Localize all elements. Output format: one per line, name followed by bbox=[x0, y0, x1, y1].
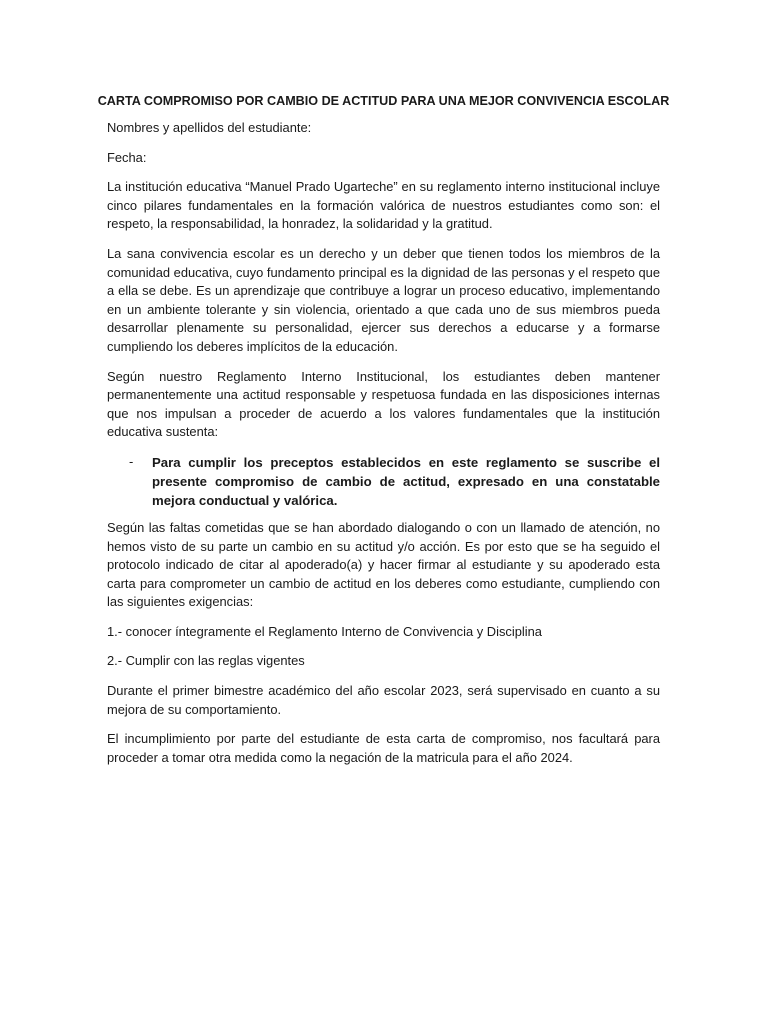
paragraph-internal-regulation: Según nuestro Reglamento Interno Institucional, los estudiantes deben mantener permanentemente una actitud responsable y respetuosa fundada en las disposiciones internas que nos impulsan a proceder de acuerdo a los valores fundamentales que la institución educativa sustenta: bbox=[107, 368, 660, 440]
paragraph-supervision: Durante el primer bimestre académico del año escolar 2023, será supervisado en cuanto a su mejora de su comportamiento. bbox=[107, 683, 660, 717]
paragraph-faults-protocol: Según las faltas cometidas que se han abordado dialogando o con un llamado de atención, no hemos visto de su parte un cambio en su actitud y/o acción. Es por esto que se ha seguido el protocolo indicado de citar al apoderado(a) y hacer firmar al estudiante y su apoderado esta carta para comprometer un cambio de actitud en los deberes como estudiante, cumpliendo con las siguientes exigencias: bbox=[107, 519, 660, 610]
bullet-commitment bbox=[107, 453, 660, 510]
requirement-item-2: 2.- Cumplir con las reglas vigentes bbox=[107, 653, 305, 669]
date-label: Fecha: bbox=[107, 149, 147, 165]
document-title: CARTA COMPROMISO POR CAMBIO DE ACTITUD PARA UNA MEJOR CONVIVENCIA ESCOLAR bbox=[97, 94, 670, 108]
requirement-item-1: 1.- conocer íntegramente el Reglamento Interno de Convivencia y Disciplina bbox=[107, 623, 542, 639]
student-name-label: Nombres y apellidos del estudiante: bbox=[107, 120, 312, 135]
paragraph-noncompliance: El incumplimiento por parte del estudiante de esta carta de compromiso, nos facultará para proceder a tomar otra medida como la negación de la matricula para el año 2024. bbox=[107, 731, 660, 765]
bullet-marker: - bbox=[129, 453, 134, 469]
bullet-commitment-text: Para cumplir los preceptos establecidos en este reglamento se suscribe el presente compromiso de cambio de actitud, expresado en una constatable mejora conductual y valórica. bbox=[152, 454, 660, 508]
document-body bbox=[97, 92, 670, 778]
paragraph-institution-pillars: La institución educativa “Manuel Prado Ugarteche” en su reglamento interno institucional incluye cinco pilares fundamentales en la formación valórica de nuestros estudiantes como son: el respeto, la responsabilidad, la honradez, la solidaridad y la gratitud. bbox=[107, 179, 660, 232]
paragraph-school-coexistence: La sana convivencia escolar es un derecho y un deber que tienen todos los miembros de la comunidad educativa, cuyo fundamento principal es la dignidad de las personas y el respeto que a ella se debe. Es un aprendizaje que contribuye a lograr un proceso educativo, implementando en un ambiente tolerante y sin violencia, orientado a que cada uno de sus miembros pueda desarrollar plenamente su personalidad, ejercer sus derechos a educarse y a formarse cumpliendo los deberes implícitos de la educación. bbox=[107, 245, 660, 354]
